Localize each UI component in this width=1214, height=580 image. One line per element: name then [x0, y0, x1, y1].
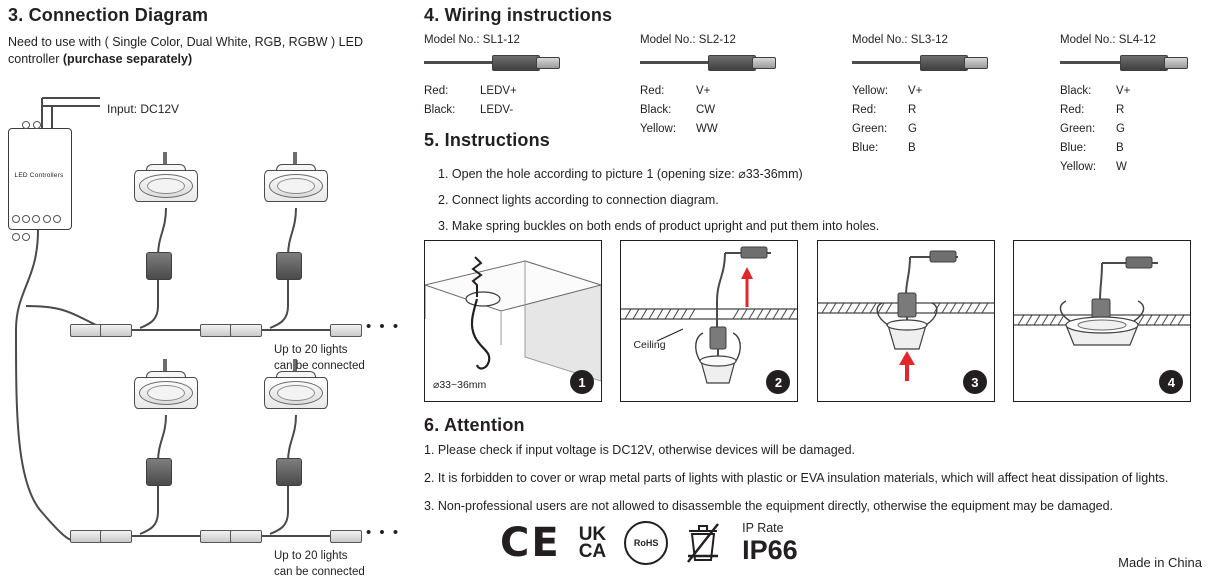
instruction-step: 3. Make spring buckles on both ends of product upright and put them into holes.: [438, 219, 880, 233]
attention-line: 1. Please check if input voltage is DC12V, otherwise devices will be damaged.: [424, 443, 856, 457]
lamp-bottom-left: [134, 367, 196, 415]
install-picture-1-caption: ⌀33~36mm: [433, 379, 487, 391]
certification-row: [500, 520, 798, 566]
installation-pictures: [424, 240, 1191, 402]
connector-trunk-2: [100, 324, 132, 337]
wiring-column-sl1-12: [424, 34, 564, 120]
section3-note: [8, 34, 398, 68]
weee-bin-icon: [686, 522, 720, 564]
attention-line: 2. It is forbidden to cover or wrap metal parts of lights with plastic or EVA insulation materials, which will affect heat dissipation of lights.: [424, 471, 1169, 485]
branch-note-top-line1: Up to 20 lights: [274, 344, 348, 356]
instruction-step: 1. Open the hole according to picture 1 (opening size: ⌀33-36mm): [438, 167, 803, 181]
wiring-key: Yellow:: [1060, 161, 1097, 173]
wiring-key: Blue:: [852, 142, 879, 154]
lamp-bottom-right: [264, 367, 326, 415]
lamp-lens: [277, 385, 315, 401]
wiring-key: Yellow:: [640, 123, 677, 135]
branch-note-top: [274, 342, 365, 374]
ip-rate-label: IP Rate: [742, 520, 784, 535]
wiring-key: Green:: [852, 123, 888, 135]
connector-trunk-6: [70, 530, 102, 543]
wiring-key: Black:: [640, 104, 672, 116]
section5-title: 5. Instructions: [424, 130, 551, 150]
wiring-key: Blue:: [1060, 142, 1087, 154]
connector-trunk-1: [70, 324, 102, 337]
wiring-value: V+: [1116, 85, 1131, 97]
section3-note-text: Need to use with ( Single Color, Dual White, RGB, RGBW ) LED controller: [8, 35, 363, 66]
connector-trunk-5: [330, 324, 362, 337]
section-connection-diagram: [8, 5, 408, 68]
lamp-lens: [147, 178, 185, 194]
section-instructions: [424, 130, 879, 239]
wiring-key: Green:: [1060, 123, 1096, 135]
wiring-connector-art: [640, 54, 780, 72]
lamp-top-right: [264, 160, 326, 208]
wiring-column-sl2-12: [640, 34, 780, 139]
wiring-key: Red:: [1060, 104, 1085, 116]
wiring-key: Yellow:: [852, 85, 889, 97]
ce-mark-icon: CE: [500, 520, 561, 566]
connection-diagram-illustration: [0, 80, 410, 578]
wiring-key: Red:: [424, 85, 449, 97]
wiring-row: [424, 101, 564, 120]
connector-trunk-7: [100, 530, 132, 543]
rohs-label: RoHS: [633, 538, 659, 548]
wiring-value: LEDV+: [480, 85, 517, 97]
install-picture-3-number: 3: [963, 370, 987, 394]
wiring-row: [852, 101, 992, 120]
connector-trunk-3: [200, 324, 232, 337]
made-in-label: Made in China: [1118, 555, 1202, 570]
wiring-value: V+: [696, 85, 711, 97]
wiring-key: Black:: [1060, 85, 1092, 97]
ukca-line1: UK: [578, 524, 607, 545]
controller-ports: [12, 210, 66, 220]
install-picture-2-caption: Ceiling: [633, 339, 666, 351]
wiring-model-label: Model No.: SL1-12: [424, 34, 520, 46]
wiring-rows: [1060, 82, 1200, 177]
branch-note-bottom-line1: Up to 20 lights: [274, 550, 348, 562]
ip-rate-value: IP66: [742, 534, 798, 565]
connector-bottom-left-vertical: [146, 458, 172, 486]
ellipsis-bottom: • • •: [366, 524, 401, 541]
ukca-line2: CA: [578, 541, 607, 562]
instruction-list: [424, 161, 879, 239]
lamp-lens: [277, 178, 315, 194]
controller-label: LED Controllers: [14, 172, 64, 179]
connector-trunk-9: [230, 530, 262, 543]
wiring-value: B: [1116, 142, 1124, 154]
lamp-lens: [147, 385, 185, 401]
wiring-model-label: Model No.: SL2-12: [640, 34, 736, 46]
wiring-model-label: Model No.: SL3-12: [852, 34, 948, 46]
wiring-key: Red:: [852, 104, 877, 116]
input-voltage-label: Input: DC12V: [107, 102, 180, 116]
wiring-connector-art: [852, 54, 992, 72]
install-picture-2: [620, 240, 798, 402]
wiring-row: [640, 82, 780, 101]
install-picture-1: [424, 240, 602, 402]
wiring-row: [1060, 120, 1200, 139]
install-picture-1-number: 1: [570, 370, 594, 394]
wiring-row: [852, 82, 992, 101]
wiring-connector-art: [1060, 54, 1200, 72]
install-picture-4: [1013, 240, 1191, 402]
branch-note-top-line2: can be connected: [274, 360, 365, 372]
wiring-value: B: [908, 142, 916, 154]
wiring-connector-art: [424, 54, 564, 72]
connector-top-left-vertical: [146, 252, 172, 280]
wiring-column-sl4-12: [1060, 34, 1200, 177]
section3-title: 3. Connection Diagram: [8, 5, 209, 25]
wiring-value: W: [1116, 161, 1127, 173]
wiring-model-label: Model No.: SL4-12: [1060, 34, 1156, 46]
section-attention: [424, 415, 1204, 520]
wiring-row: [1060, 82, 1200, 101]
instruction-step: 2. Connect lights according to connection diagram.: [438, 193, 719, 207]
wiring-rows: [424, 82, 564, 120]
wiring-row: [640, 101, 780, 120]
wiring-value: CW: [696, 104, 716, 116]
ellipsis-top: • • •: [366, 318, 401, 335]
wiring-key: Red:: [640, 85, 665, 97]
lamp-top-left: [134, 160, 196, 208]
controller-top-ports: [22, 116, 44, 134]
wiring-value: G: [908, 123, 917, 135]
wiring-row: [1060, 139, 1200, 158]
section-wiring-instructions: [424, 5, 612, 26]
section3-note-bold: (purchase separately): [62, 52, 193, 66]
wiring-value: WW: [696, 123, 718, 135]
ukca-mark-icon: [579, 526, 606, 560]
connector-bottom-right-vertical: [276, 458, 302, 486]
wiring-key: Black:: [424, 104, 456, 116]
connector-top-right-vertical: [276, 252, 302, 280]
connector-trunk-4: [230, 324, 262, 337]
install-picture-3: [817, 240, 995, 402]
rohs-icon: [624, 521, 668, 565]
section6-title: 6. Attention: [424, 415, 525, 435]
wiring-value: R: [1116, 104, 1125, 116]
attention-line: 3. Non-professional users are not allowed to disassemble the equipment directly, otherwise the equipment may be damaged.: [424, 499, 1114, 513]
install-picture-4-number: 4: [1159, 370, 1183, 394]
wiring-value: R: [908, 104, 917, 116]
wiring-row: [1060, 101, 1200, 120]
wiring-row: [1060, 158, 1200, 177]
branch-note-bottom-line2: can be connected: [274, 566, 365, 578]
wiring-value: G: [1116, 123, 1125, 135]
wiring-value: LEDV-: [480, 104, 514, 116]
install-picture-2-number: 2: [766, 370, 790, 394]
connector-trunk-8: [200, 530, 232, 543]
wiring-value: V+: [908, 85, 923, 97]
branch-note-bottom: [274, 548, 365, 580]
wiring-row: [424, 82, 564, 101]
section4-title: 4. Wiring instructions: [424, 5, 613, 25]
connector-trunk-10: [330, 530, 362, 543]
